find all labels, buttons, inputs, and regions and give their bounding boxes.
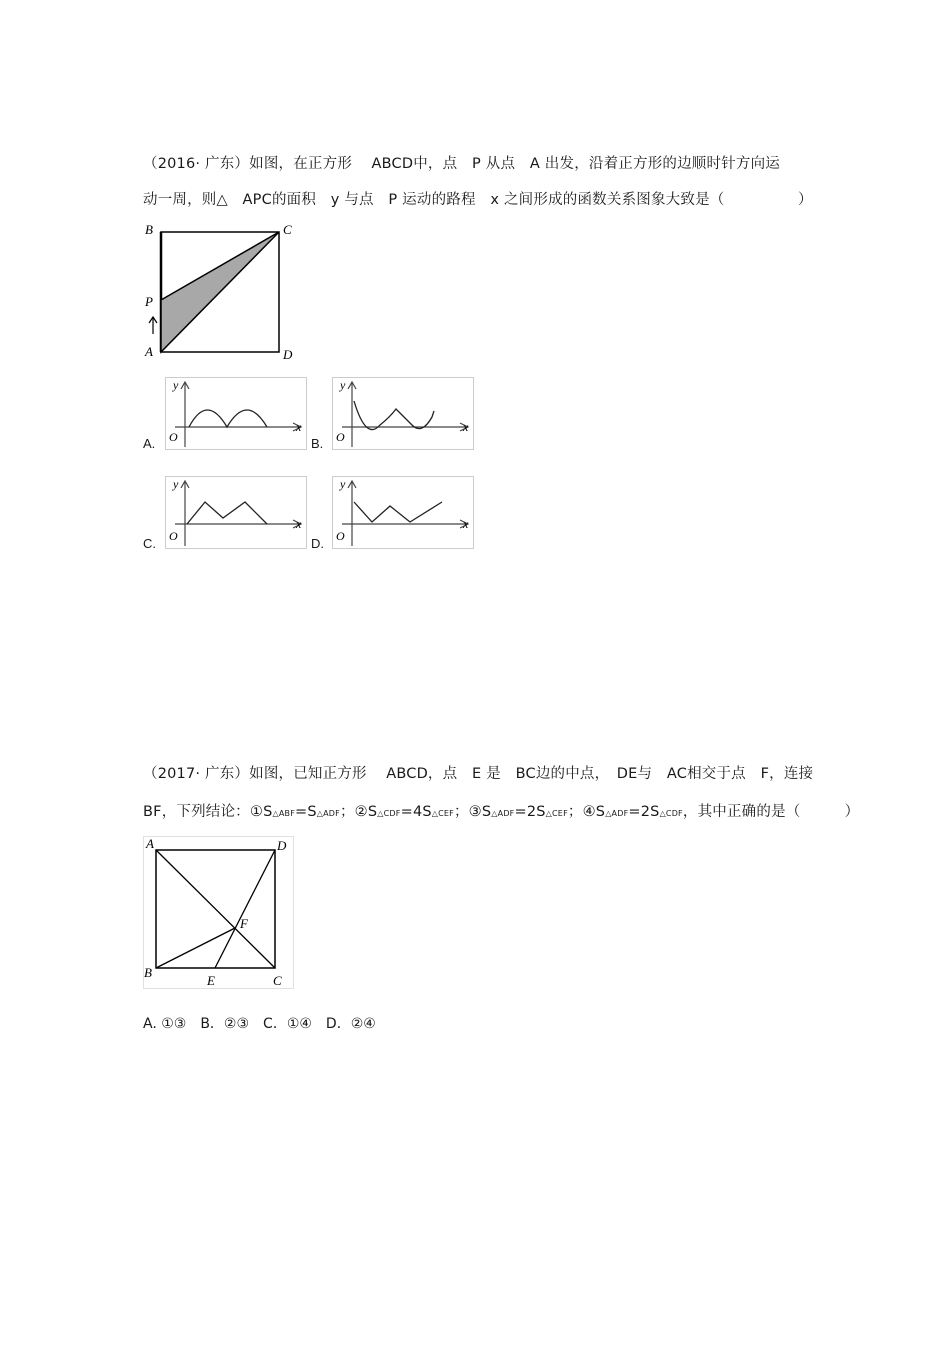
x-axis-label: x (463, 517, 469, 531)
label-D: D (283, 347, 293, 362)
q2-text-line1: （2017· 广东）如图，已知正方形 ABCD，点 E 是 BC边的中点， DE与 AC相交于点 F，连接 (143, 766, 814, 782)
q2-text-line2: BF，下列结论：①S△ABF=S△ADF；②S△CDF=4S△CEF；③S△ADF=2S△CEF；④S△ADF=2S△CDF，其中正确的是（ ） (143, 804, 860, 820)
q1-text-line1: （2016· 广东）如图，在正方形 ABCD中，点 P 从点 A 出发，沿着正方形的边顺时针方向运 (143, 156, 781, 172)
option-a-label: A. (143, 436, 156, 451)
origin-label: O (169, 529, 178, 543)
label-P: P (145, 294, 153, 309)
label-B: B (144, 965, 152, 980)
y-axis-label: y (173, 378, 179, 392)
label-B: B (145, 222, 153, 237)
x-axis-label: x (463, 420, 469, 434)
label-E: E (207, 973, 215, 988)
q1-square-figure (143, 222, 303, 362)
label-F: F (240, 916, 248, 931)
label-C: C (283, 222, 292, 237)
option-c-graph (165, 476, 307, 549)
option-a-graph (165, 377, 307, 450)
origin-label: O (169, 430, 178, 444)
label-C: C (273, 973, 282, 988)
q2-square-figure (143, 836, 295, 991)
y-axis-label: y (173, 477, 179, 491)
option-d-graph (332, 476, 474, 549)
option-b-label: B. (311, 436, 324, 451)
option-d-label: D. (311, 536, 324, 551)
origin-label: O (336, 430, 345, 444)
y-axis-label: y (340, 477, 346, 491)
q1-text-line2: 动一周，则△ APC的面积 y 与点 P 运动的路程 x 之间形成的函数关系图象大致是（ ） (143, 192, 813, 208)
option-b-graph (332, 377, 474, 450)
label-D: D (277, 838, 287, 853)
option-c-label: C. (143, 536, 156, 551)
x-axis-label: x (296, 517, 302, 531)
label-A: A (146, 836, 154, 851)
x-axis-label: x (296, 420, 302, 434)
origin-label: O (336, 529, 345, 543)
label-A: A (145, 344, 153, 359)
q2-answer-options: A. ①③ B．②③ C．①④ D．②④ (143, 1016, 376, 1032)
y-axis-label: y (340, 378, 346, 392)
